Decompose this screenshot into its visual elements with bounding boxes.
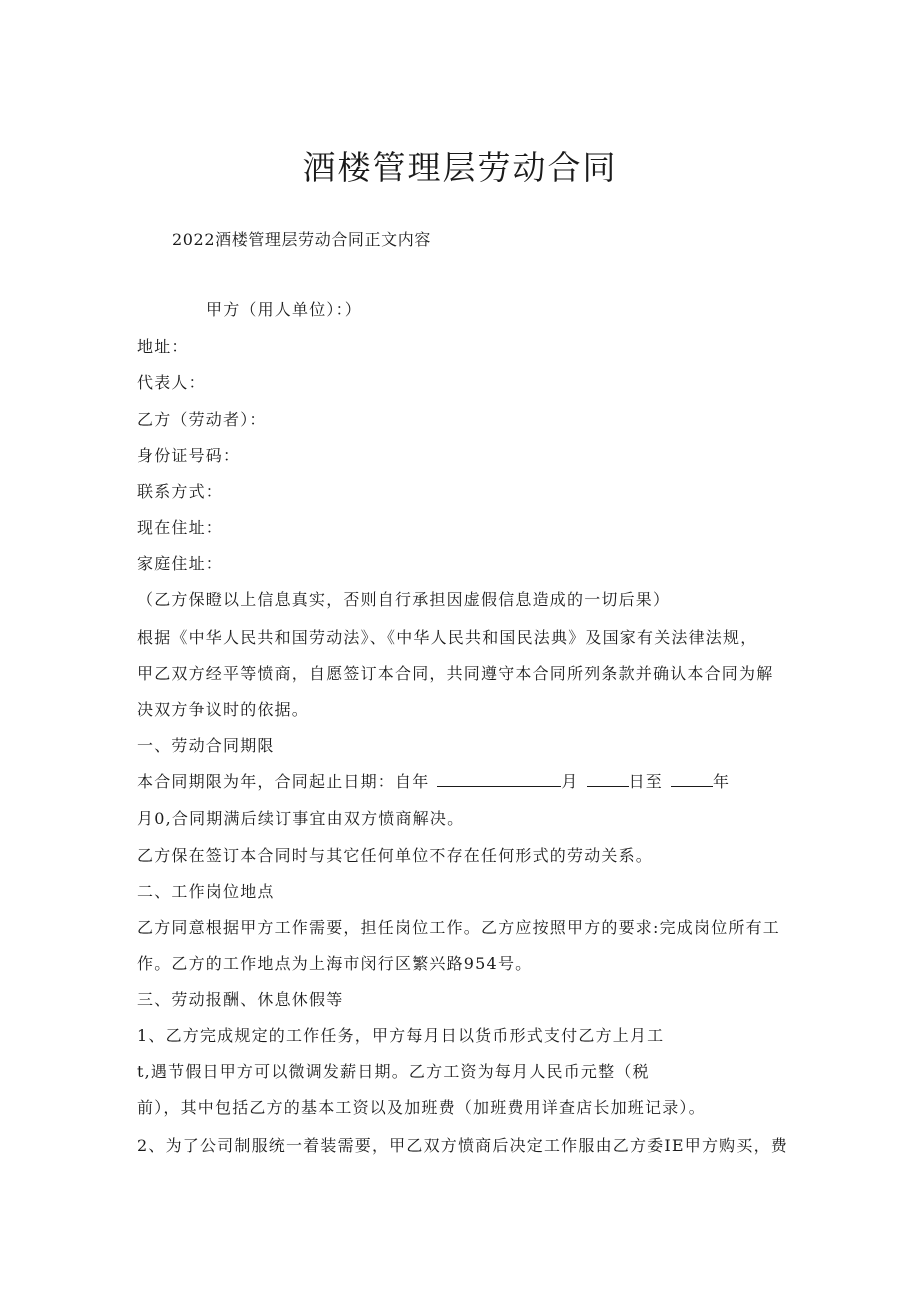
document-title: 酒楼管理层劳动合同 xyxy=(302,148,618,187)
pay-item-1-line: 前），其中包括乙方的基本工资以及加班费（加班费用详查店长加班记录）。 xyxy=(137,1098,706,1117)
term-text-1: 本合同期限为年，合同起止日期：自年 xyxy=(137,772,430,791)
term-text-3: 日至 xyxy=(628,772,664,791)
address-label: 地址： xyxy=(137,337,189,356)
preamble-line: 甲乙双方经平等愤商，自愿签订本合同，共同遵守本合同所列条款并确认本合同为解 xyxy=(137,664,774,683)
party-b-label: 乙方（劳动者）： xyxy=(137,410,267,429)
position-text-line: 乙方同意根据甲方工作需要，担任岗位工作。乙方应按照甲方的要求:完成岗位所有工 xyxy=(137,918,780,937)
info-guarantee-note: （乙方保瞪以上信息真实，否则自行承担因虚假信息造成的一切后果） xyxy=(137,590,671,609)
document-subtitle: 2022酒楼管理层劳动合同正文内容 xyxy=(172,230,431,249)
section-heading-term: 一、劳动合同期限 xyxy=(137,736,275,755)
no-other-employment-line: 乙方保在签订本合同时与其它任何单位不存在任何形式的劳动关系。 xyxy=(137,846,654,865)
representative-label: 代表人： xyxy=(137,373,206,392)
preamble-line: 决双方争议时的依据。 xyxy=(137,700,310,719)
term-text-2: 月 xyxy=(561,772,579,791)
term-renewal-line: 月0,合同期满后续订事宜由双方愤商解决。 xyxy=(137,809,465,828)
term-text-4: 年 xyxy=(713,772,731,791)
pay-item-1-line: t,遇节假日甲方可以微调发薪日期。乙方工资为每月人民币元整（税 xyxy=(137,1062,650,1081)
section-heading-position: 二、工作岗位地点 xyxy=(137,882,275,901)
section-heading-pay: 三、劳动报酬、休息休假等 xyxy=(137,990,344,1009)
term-clause xyxy=(137,772,730,792)
end-year-blank[interactable] xyxy=(671,772,713,787)
home-address-label: 家庭住址： xyxy=(137,554,224,573)
preamble-line: 根据《中华人民共和国劳动法》、《中华人民共和国民法典》及国家有关法律法规， xyxy=(137,628,758,647)
pay-item-1-line: 1、乙方完成规定的工作任务，甲方每月日以货币形式支付乙方上月工 xyxy=(137,1026,665,1045)
contact-label: 联系方式： xyxy=(137,482,224,501)
position-text-line: 作。乙方的工作地点为上海市闵行区繁兴路954号。 xyxy=(137,954,533,973)
start-year-blank[interactable] xyxy=(437,772,561,787)
current-address-label: 现在住址： xyxy=(137,518,224,537)
party-a-label: 甲方（用人单位）：） xyxy=(206,300,363,319)
pay-item-2-line: 2、为了公司制服统一着装需要，甲乙双方愤商后决定工作服由乙方委IE甲方购买，费 xyxy=(137,1136,788,1155)
start-day-blank[interactable] xyxy=(587,772,629,787)
id-number-label: 身份证号码： xyxy=(137,446,241,465)
